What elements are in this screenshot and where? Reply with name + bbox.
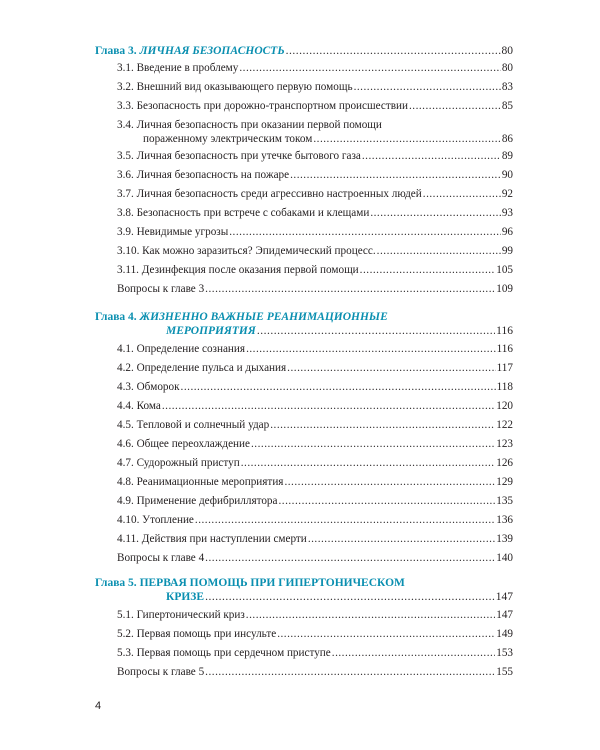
chapter-title-line [95, 576, 513, 590]
toc-entry: 3.4. Личная безопасность при оказании первой помощи пораженному электрическим током ..... 86 [117, 116, 513, 147]
toc-entry: 3.2. Внешний вид оказывающего первую помощь ..... 83 [117, 78, 513, 97]
chapter-title-line [95, 590, 513, 604]
page-number: 4 [95, 700, 102, 712]
chapter-title-line [95, 310, 513, 324]
toc-entry: 3.10. Как можно заразиться? Эпидемический процесс. ..... 99 [117, 242, 513, 261]
toc-entry: 4.10. Утопление ..... 136 [117, 511, 513, 530]
chapter-title: ЖИЗНЕННО ВАЖНЫЕ РЕАНИМАЦИОННЫЕ [139, 311, 388, 323]
toc-entry: 3.3. Безопасность при дорожно-транспортном происшествии ..... 85 [117, 97, 513, 116]
toc-entry: 4.2. Определение пульса и дыхания ..... 117 [117, 359, 513, 378]
chapter-title: ПЕРВАЯ ПОМОЩЬ ПРИ ГИПЕРТОНИЧЕСКОМ [139, 577, 405, 589]
toc-entry: 4.7. Судорожный приступ ..... 126 [117, 454, 513, 473]
toc-entry: Вопросы к главе 5 ..... 155 [117, 663, 513, 682]
chapter-title: ЛИЧНАЯ БЕЗОПАСНОСТЬ [139, 45, 285, 57]
chapter-page: 147 [495, 591, 513, 603]
toc-entry: Вопросы к главе 3 ..... 109 [117, 280, 513, 299]
toc-entry: 4.8. Реанимационные мероприятия ..... 129 [117, 473, 513, 492]
chapter-entries [117, 606, 513, 682]
chapter-heading [95, 44, 513, 58]
toc-entry: 5.1. Гипертонический криз ..... 147 [117, 606, 513, 625]
chapter-title-line [95, 324, 513, 338]
toc-entry: 3.5. Личная безопасность при утечке бытового газа ..... 89 [117, 147, 513, 166]
dot-leader [286, 44, 501, 58]
toc-entry: 4.11. Действия при наступлении смерти ..... 139 [117, 530, 513, 549]
toc-entry: 3.9. Невидимые угрозы ..... 96 [117, 223, 513, 242]
toc-entry: 4.1. Определение сознания ..... 116 [117, 340, 513, 359]
toc-entry: 3.6. Личная безопасность на пожаре ..... 90 [117, 166, 513, 185]
chapter-number: Глава 5. [95, 577, 137, 589]
chapter-page: 80 [501, 45, 513, 57]
chapter-title-cont: КРИЗЕ [166, 591, 205, 603]
toc-entry: 3.7. Личная безопасность среди агрессивно настроенных людей ..... 92 [117, 185, 513, 204]
chapter-entries [117, 340, 513, 568]
toc-entry: 4.6. Общее переохлаждение ..... 123 [117, 435, 513, 454]
chapter-page: 116 [496, 325, 513, 337]
toc-entry: 5.2. Первая помощь при инсульте ..... 149 [117, 625, 513, 644]
toc-entry: 3.1. Введение в проблему ..... 80 [117, 59, 513, 78]
chapter-title-line [95, 44, 513, 58]
dot-leader [205, 590, 495, 604]
toc-entry: 5.3. Первая помощь при сердечном приступе ..... 153 [117, 644, 513, 663]
chapter-number: Глава 4. [95, 311, 137, 323]
chapter-entries [117, 59, 513, 299]
toc-entry: Вопросы к главе 4 ..... 140 [117, 549, 513, 568]
toc-entry: 4.4. Кома ..... 120 [117, 397, 513, 416]
chapter-number: Глава 3. [95, 45, 137, 57]
toc-entry: 4.9. Применение дефибриллятора ..... 135 [117, 492, 513, 511]
chapter-title-cont: МЕРОПРИЯТИЯ [166, 325, 256, 337]
toc-entry: 4.3. Обморок ..... 118 [117, 378, 513, 397]
dot-leader [257, 324, 495, 338]
chapter-heading [95, 310, 513, 338]
toc-entry: 3.8. Безопасность при встрече с собаками и клещами ..... 93 [117, 204, 513, 223]
toc-entry: 4.5. Тепловой и солнечный удар ..... 122 [117, 416, 513, 435]
toc-entry: 3.11. Дезинфекция после оказания первой помощи ..... 105 [117, 261, 513, 280]
chapter-heading [95, 576, 513, 604]
